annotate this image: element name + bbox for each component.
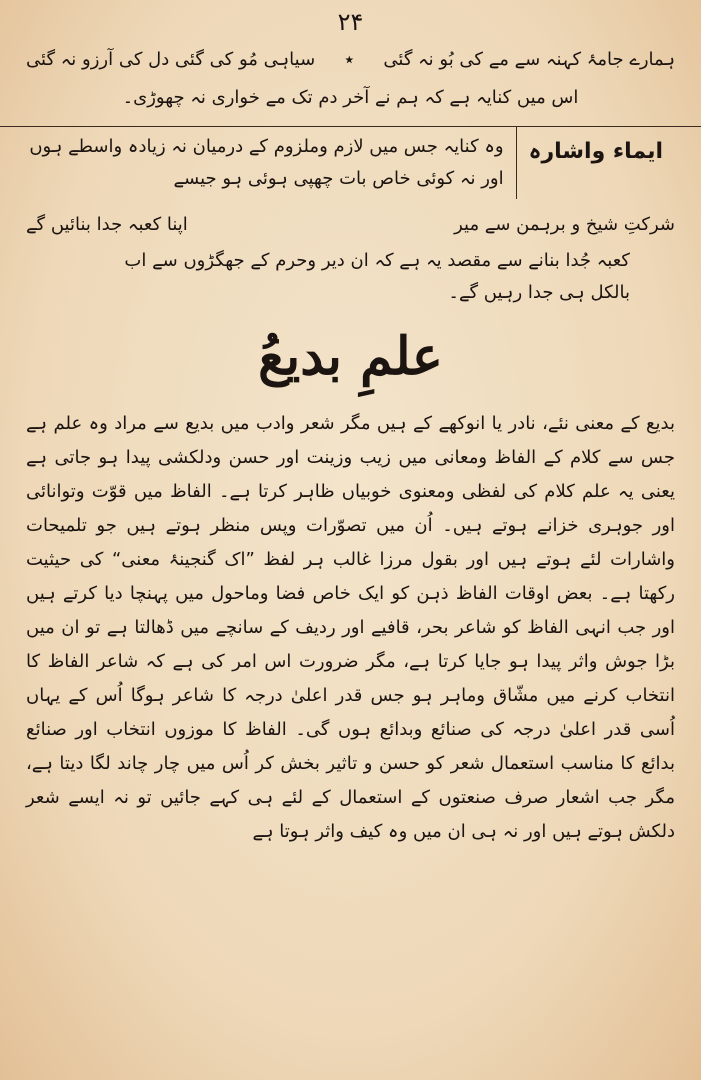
example-hemistich-right: شرکتِ شیخ و برہمن سے میر bbox=[454, 214, 675, 235]
body-line: بدیع کے معنی نئے، نادر یا انوکھے کے ہیں مگر شعر وادب میں بدیع سے مراد وہ علم bbox=[53, 413, 675, 434]
body-line: قدر اعلیٰ درجہ کا شاعر ہوگا اُس کے یہاں اُسی قدر اعلیٰ درجہ کی صنائع وبدائع bbox=[26, 685, 675, 740]
body-line: خزانے ہوتے ہیں۔ اُن میں تصوّرات وپس منظر ہوتے ہیں جو تلمیحات واشارات لئے ہوتے bbox=[26, 515, 675, 570]
section-definition bbox=[26, 127, 516, 199]
couplet-hemistich-right: ہمارے جامۂ کہنہ سے مے کی بُو نہ گئی bbox=[383, 49, 675, 70]
body-line: یعنی یہ علم کلام کی لفظی ومعنوی خوبیاں ظاہر کرتا ہے۔ الفاظ میں قوّت وتوانائی اور جوہری bbox=[26, 481, 675, 536]
body-line: تاثیر بخش کر اُس میں چار چاند لگا دیتا ہے، مگر جب اشعار صرف صنعتوں کے استعمال کے bbox=[26, 753, 675, 808]
example-couplet bbox=[26, 209, 675, 241]
body-line: بحر، قافیے اور ردیف کے سانچے میں ڈھالتا ہے تو ان میں بڑا جوش واثر پیدا ہو جایا کرتا bbox=[26, 617, 675, 672]
example-explanation-line: بالکل ہی جدا رہیں گے۔ bbox=[448, 282, 630, 303]
couplet-separator: ٭ bbox=[344, 49, 355, 70]
body-line: لئے ہی کہے جائیں تو نہ ایسے شعر دلکش ہوتے ہیں اور نہ ہی ان میں وہ کیف واثر ہوتا ہے bbox=[26, 787, 675, 842]
example-hemistich-left: اپنا کعبہ جدا بنائیں گے bbox=[26, 214, 188, 235]
couplet bbox=[26, 44, 675, 76]
body-line: ہے، مگر ضرورت اس امر کی ہے کہ شاعر الفاظ کا انتخاب کرنے میں مشّاق وماہر ہو جس bbox=[26, 651, 675, 706]
body-text bbox=[26, 407, 675, 849]
body-line: ہیں اور بقول مرزا غالب ہر لفظ ”اک گنجینۂ معنی“ کی حیثیت رکھتا ہے۔ بعض اوقات bbox=[26, 549, 675, 604]
body-line: الفاظ ذہن کو ایک خاص فضا وماحول میں پہنچا دیا کرتے ہیں اور جب انہی الفاظ کو شاعر bbox=[26, 583, 675, 638]
page-number: ۲۴ bbox=[337, 8, 364, 36]
section-label: ایماء واشارہ bbox=[516, 127, 675, 199]
definition-line-2: اور نہ کوئی خاص بات چھپی ہوئی ہو جیسے bbox=[173, 168, 504, 189]
body-line: ہوں گی۔ الفاظ کا موزوں انتخاب اور صنائع بدائع کا مناسب استعمال شعر کو حسن و bbox=[26, 719, 675, 774]
body-line: ہے جس سے کلام کے الفاظ ومعانی میں زیب وزینت اور حسن ودلکشی پیدا ہو جاتی ہے bbox=[26, 413, 675, 468]
example-explanation-line: کعبہ جُدا بنانے سے مقصد یہ ہے کہ ان دیر وحرم کے جھگڑوں سے اب bbox=[124, 250, 630, 271]
definition-line-1: وہ کنایہ جس میں لازم وملزوم کے درمیان نہ زیادہ واسطے ہوں bbox=[29, 136, 504, 157]
chapter-heading: علمِ بدیعُ bbox=[258, 326, 443, 387]
couplet-hemistich-left: سیاہی مُو کی گئی دل کی آرزو نہ گئی bbox=[26, 49, 316, 70]
couplet-explanation: اس میں کنایہ ہے کہ ہم نے آخر دم تک مے خواری نہ چھوڑی۔ bbox=[122, 87, 579, 108]
section-box bbox=[0, 126, 701, 199]
